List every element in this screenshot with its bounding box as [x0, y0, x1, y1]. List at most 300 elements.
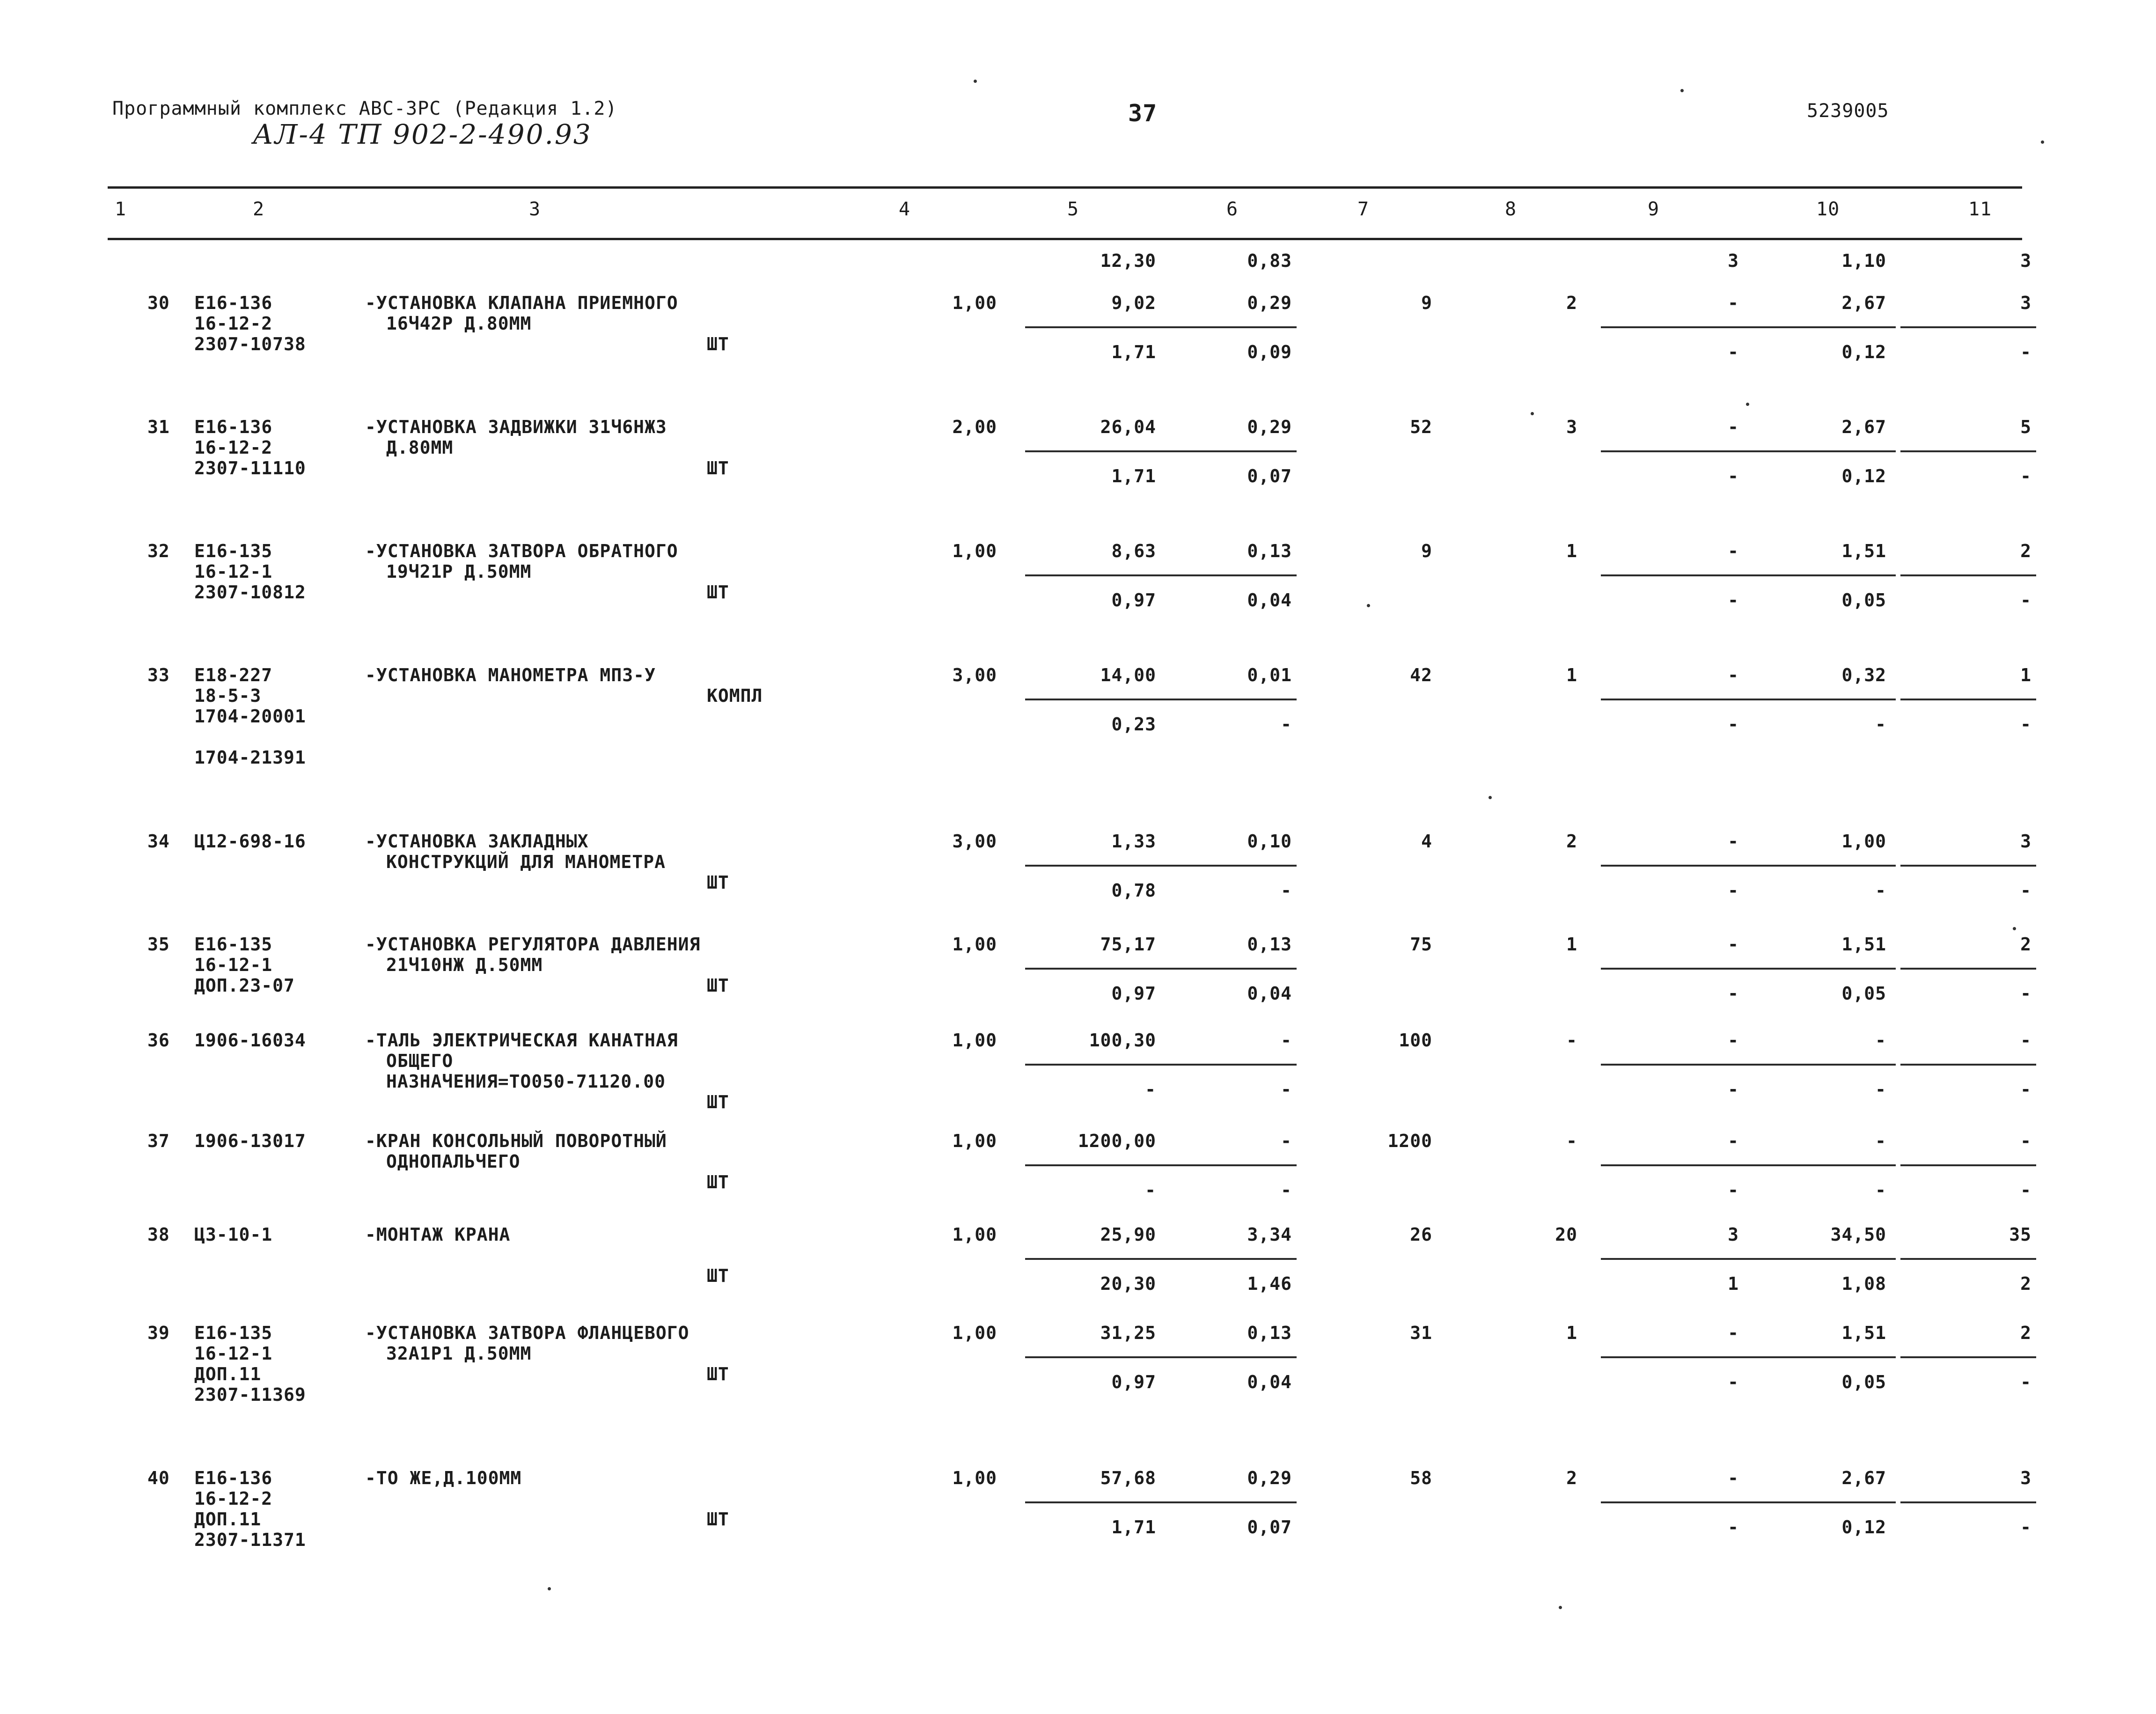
- row-number: 37: [147, 1131, 170, 1151]
- row-number: 40: [147, 1468, 170, 1488]
- row-c11-bottom: -: [2020, 1517, 2031, 1537]
- row-code: Е16-135: [194, 541, 273, 561]
- row-c9-top: -: [1728, 293, 1739, 313]
- row-code: Е16-135: [194, 934, 273, 955]
- row-unit: ШТ: [707, 1265, 729, 1286]
- row-c5-rule: [1025, 699, 1161, 700]
- column-header-3: 3: [529, 199, 541, 220]
- row-c11-rule: [1900, 1356, 2036, 1358]
- row-code: 16-12-1: [194, 955, 273, 975]
- row-c6-top: 0,29: [1247, 293, 1292, 313]
- row-c6-rule: [1156, 450, 1297, 452]
- row-quantity: 1,00: [952, 293, 997, 313]
- row-code: 1704-21391: [194, 747, 306, 768]
- scan-speck: [1559, 1606, 1562, 1609]
- row-c11-top: 2: [2020, 934, 2031, 955]
- row-c5-top: 14,00: [1100, 665, 1156, 685]
- row-unit: ШТ: [707, 1172, 729, 1192]
- row-c6-top: 0,10: [1247, 831, 1292, 852]
- doc-reference: АЛ-4 ТП 902-2-490.93: [253, 118, 592, 150]
- row-c9-bottom: 1: [1728, 1273, 1739, 1294]
- row-c11-rule: [1900, 1164, 2036, 1166]
- row-number: 31: [147, 417, 170, 437]
- row-code: Е16-136: [194, 293, 273, 313]
- carryover-c5: 12,30: [1100, 250, 1156, 271]
- row-c11-rule: [1900, 699, 2036, 700]
- row-c5-rule: [1025, 1064, 1161, 1066]
- row-c5-rule: [1025, 450, 1161, 452]
- row-c10-bottom: -: [1875, 880, 1886, 901]
- row-c6-bottom: -: [1281, 880, 1292, 901]
- carryover-c11: 3: [2020, 250, 2031, 271]
- row-code: Ц12-698-16: [194, 831, 306, 852]
- row-c6-top: 0,13: [1247, 1323, 1292, 1343]
- row-c5-top: 1,33: [1111, 831, 1156, 852]
- row-c9-rule: [1601, 450, 1746, 452]
- row-c10-rule: [1746, 968, 1896, 970]
- row-quantity: 3,00: [952, 665, 997, 685]
- row-c11-bottom: -: [2020, 1180, 2031, 1200]
- row-c11-bottom: -: [2020, 880, 2031, 901]
- row-c11-bottom: -: [2020, 342, 2031, 362]
- row-quantity: 1,00: [952, 1030, 997, 1051]
- row-code: ДОП.23-07: [194, 975, 295, 996]
- row-description: -УСТАНОВКА ЗАДВИЖКИ 31Ч6НЖ3: [365, 417, 667, 437]
- row-c8-top: 2: [1566, 293, 1577, 313]
- row-number: 39: [147, 1323, 170, 1343]
- row-c9-top: -: [1728, 665, 1739, 685]
- row-c5-top: 100,30: [1089, 1030, 1156, 1051]
- row-c11-top: 1: [2020, 665, 2031, 685]
- row-c9-bottom: -: [1728, 1180, 1739, 1200]
- row-quantity: 3,00: [952, 831, 997, 852]
- row-description: -УСТАНОВКА КЛАПАНА ПРИЕМНОГО: [365, 293, 678, 313]
- row-c6-top: 0,01: [1247, 665, 1292, 685]
- row-description: Д.80ММ: [386, 437, 454, 458]
- row-c10-top: 0,32: [1841, 665, 1886, 685]
- row-c9-top: -: [1728, 417, 1739, 437]
- row-c9-rule: [1601, 968, 1746, 970]
- row-c11-top: -: [2020, 1131, 2031, 1151]
- row-c10-rule: [1746, 1258, 1896, 1260]
- row-c11-rule: [1900, 450, 2036, 452]
- row-c7-top: 52: [1410, 417, 1432, 437]
- header-rule-bottom: [108, 238, 2022, 240]
- row-c10-bottom: 0,12: [1841, 466, 1886, 486]
- row-c11-top: 35: [2009, 1224, 2031, 1245]
- row-c6-top: 3,34: [1247, 1224, 1292, 1245]
- row-code: 16-12-1: [194, 561, 273, 582]
- row-c6-top: 0,13: [1247, 541, 1292, 561]
- row-description: -ТО ЖЕ,Д.100ММ: [365, 1468, 522, 1488]
- carryover-c6: 0,83: [1247, 250, 1292, 271]
- row-c5-rule: [1025, 968, 1161, 970]
- row-c6-rule: [1156, 1258, 1297, 1260]
- row-description: -УСТАНОВКА МАНОМЕТРА МПЗ-У: [365, 665, 656, 685]
- row-c10-bottom: 0,05: [1841, 983, 1886, 1004]
- row-description: -УСТАНОВКА ЗАТВОРА ОБРАТНОГО: [365, 541, 678, 561]
- row-code: 2307-10738: [194, 334, 306, 354]
- doc-code: 5239005: [1807, 100, 1889, 122]
- row-number: 32: [147, 541, 170, 561]
- row-number: 34: [147, 831, 170, 852]
- scan-speck: [1531, 412, 1534, 415]
- row-c9-top: -: [1728, 934, 1739, 955]
- scan-speck: [974, 80, 977, 83]
- row-c10-rule: [1746, 450, 1896, 452]
- row-c9-bottom: -: [1728, 983, 1739, 1004]
- row-c8-top: -: [1566, 1030, 1577, 1051]
- row-c9-rule: [1601, 1501, 1746, 1503]
- row-c10-bottom: 0,05: [1841, 1372, 1886, 1392]
- row-c8-top: -: [1566, 1131, 1577, 1151]
- row-c11-top: 5: [2020, 417, 2031, 437]
- row-unit: ШТ: [707, 872, 729, 893]
- page-number: 37: [1128, 100, 1158, 127]
- row-c9-rule: [1601, 1164, 1746, 1166]
- row-c11-top: 3: [2020, 1468, 2031, 1488]
- row-c10-top: -: [1875, 1131, 1886, 1151]
- row-c9-top: -: [1728, 541, 1739, 561]
- row-unit: ШТ: [707, 458, 729, 478]
- row-c11-top: -: [2020, 1030, 2031, 1051]
- row-c5-top: 1200,00: [1078, 1131, 1156, 1151]
- row-c9-bottom: -: [1728, 880, 1739, 901]
- row-quantity: 1,00: [952, 1131, 997, 1151]
- row-c10-bottom: -: [1875, 1180, 1886, 1200]
- row-c11-top: 2: [2020, 541, 2031, 561]
- row-code: Е18-227: [194, 665, 273, 685]
- row-c10-top: 34,50: [1830, 1224, 1886, 1245]
- row-c11-rule: [1900, 574, 2036, 576]
- row-quantity: 2,00: [952, 417, 997, 437]
- row-c9-bottom: -: [1728, 714, 1739, 735]
- column-header-8: 8: [1505, 199, 1517, 220]
- scan-speck: [1367, 604, 1370, 607]
- row-c7-top: 75: [1410, 934, 1432, 955]
- row-code: ДОП.11: [194, 1364, 262, 1384]
- row-c5-rule: [1025, 865, 1161, 867]
- row-c8-top: 20: [1555, 1224, 1577, 1245]
- row-c10-rule: [1746, 699, 1896, 700]
- row-code: Е16-136: [194, 1468, 273, 1488]
- row-code: Ц3-10-1: [194, 1224, 273, 1245]
- row-c10-bottom: 1,08: [1841, 1273, 1886, 1294]
- row-c11-top: 2: [2020, 1323, 2031, 1343]
- row-code: 2307-10812: [194, 582, 306, 603]
- row-c6-top: -: [1281, 1131, 1292, 1151]
- row-unit: КОМПЛ: [707, 685, 763, 706]
- row-c10-rule: [1746, 865, 1896, 867]
- row-c5-rule: [1025, 1258, 1161, 1260]
- row-c10-rule: [1746, 1064, 1896, 1066]
- row-c10-bottom: 0,12: [1841, 1517, 1886, 1537]
- row-c11-bottom: -: [2020, 1079, 2031, 1100]
- row-c5-bottom: 1,71: [1111, 1517, 1156, 1537]
- row-c5-top: 8,63: [1111, 541, 1156, 561]
- row-c6-rule: [1156, 326, 1297, 328]
- row-c11-rule: [1900, 865, 2036, 867]
- scan-speck: [1680, 89, 1684, 92]
- row-c7-top: 9: [1421, 541, 1432, 561]
- column-header-1: 1: [115, 199, 127, 220]
- row-c5-bottom: 1,71: [1111, 466, 1156, 486]
- row-c10-top: 1,51: [1841, 1323, 1886, 1343]
- row-c10-rule: [1746, 574, 1896, 576]
- row-number: 38: [147, 1224, 170, 1245]
- column-header-6: 6: [1226, 199, 1239, 220]
- row-unit: ШТ: [707, 334, 729, 354]
- row-c9-top: 3: [1728, 1224, 1739, 1245]
- row-c5-bottom: 0,97: [1111, 590, 1156, 611]
- row-c7-top: 26: [1410, 1224, 1432, 1245]
- row-c10-top: -: [1875, 1030, 1886, 1051]
- row-code: 18-5-3: [194, 685, 262, 706]
- row-description: 21Ч10НЖ Д.50ММ: [386, 955, 543, 975]
- row-c6-rule: [1156, 699, 1297, 700]
- row-c5-top: 9,02: [1111, 293, 1156, 313]
- row-c10-rule: [1746, 1164, 1896, 1166]
- row-c8-top: 2: [1566, 831, 1577, 852]
- row-c6-bottom: 0,09: [1247, 342, 1292, 362]
- row-c6-top: 0,13: [1247, 934, 1292, 955]
- row-description: КОНСТРУКЦИЙ ДЛЯ МАНОМЕТРА: [386, 852, 666, 872]
- row-c8-top: 1: [1566, 541, 1577, 561]
- row-unit: ШТ: [707, 1364, 729, 1384]
- row-c7-top: 9: [1421, 293, 1432, 313]
- row-c6-top: 0,29: [1247, 417, 1292, 437]
- row-code: 1906-16034: [194, 1030, 306, 1051]
- carryover-c10: 1,10: [1841, 250, 1886, 271]
- row-c6-bottom: 1,46: [1247, 1273, 1292, 1294]
- row-c6-rule: [1156, 968, 1297, 970]
- row-c10-top: 1,51: [1841, 541, 1886, 561]
- row-number: 33: [147, 665, 170, 685]
- row-c6-bottom: -: [1281, 1180, 1292, 1200]
- row-c5-bottom: -: [1145, 1079, 1156, 1100]
- row-c5-top: 31,25: [1100, 1323, 1156, 1343]
- row-code: Е16-135: [194, 1323, 273, 1343]
- row-c9-top: -: [1728, 1468, 1739, 1488]
- row-c10-top: 1,00: [1841, 831, 1886, 852]
- row-c5-rule: [1025, 1356, 1161, 1358]
- column-header-7: 7: [1357, 199, 1370, 220]
- row-c5-bottom: 20,30: [1100, 1273, 1156, 1294]
- row-c11-bottom: -: [2020, 590, 2031, 611]
- row-description: -УСТАНОВКА ЗАКЛАДНЫХ: [365, 831, 589, 852]
- row-c9-rule: [1601, 1064, 1746, 1066]
- scan-speck: [1746, 403, 1749, 406]
- row-c9-top: -: [1728, 1030, 1739, 1051]
- row-c6-bottom: -: [1281, 1079, 1292, 1100]
- row-c10-rule: [1746, 1356, 1896, 1358]
- row-code: 16-12-2: [194, 1488, 273, 1509]
- row-c10-bottom: -: [1875, 714, 1886, 735]
- row-c8-top: 1: [1566, 665, 1577, 685]
- row-c11-bottom: -: [2020, 714, 2031, 735]
- row-description: -УСТАНОВКА РЕГУЛЯТОРА ДАВЛЕНИЯ: [365, 934, 701, 955]
- row-quantity: 1,00: [952, 541, 997, 561]
- column-header-10: 10: [1816, 199, 1840, 220]
- column-header-5: 5: [1067, 199, 1079, 220]
- row-code: 16-12-2: [194, 313, 273, 334]
- row-quantity: 1,00: [952, 1468, 997, 1488]
- row-c9-rule: [1601, 574, 1746, 576]
- row-c6-top: -: [1281, 1030, 1292, 1051]
- row-code: ДОП.11: [194, 1509, 262, 1530]
- row-description: -КРАН КОНСОЛЬНЫЙ ПОВОРОТНЫЙ: [365, 1131, 667, 1151]
- row-c6-rule: [1156, 1164, 1297, 1166]
- row-c6-rule: [1156, 1356, 1297, 1358]
- scan-speck: [548, 1587, 551, 1590]
- row-c8-top: 3: [1566, 417, 1577, 437]
- row-c6-rule: [1156, 574, 1297, 576]
- row-c5-top: 25,90: [1100, 1224, 1156, 1245]
- row-unit: ШТ: [707, 1092, 729, 1112]
- row-c6-rule: [1156, 1064, 1297, 1066]
- row-number: 30: [147, 293, 170, 313]
- row-c10-rule: [1746, 326, 1896, 328]
- row-c6-bottom: -: [1281, 714, 1292, 735]
- program-title: Программный комплекс АВС-3РС (Редакция 1.2): [112, 98, 617, 119]
- row-c11-top: 3: [2020, 831, 2031, 852]
- row-c6-bottom: 0,04: [1247, 590, 1292, 611]
- row-c5-rule: [1025, 1501, 1161, 1503]
- row-c9-bottom: -: [1728, 590, 1739, 611]
- row-c11-bottom: -: [2020, 983, 2031, 1004]
- row-c9-bottom: -: [1728, 1372, 1739, 1392]
- row-description: ОДНОПАЛЬЧЕГО: [386, 1151, 521, 1172]
- row-description: -УСТАНОВКА ЗАТВОРА ФЛАНЦЕВОГО: [365, 1323, 689, 1343]
- row-c6-rule: [1156, 1501, 1297, 1503]
- row-c9-top: -: [1728, 1323, 1739, 1343]
- row-description: НАЗНАЧЕНИЯ=ТО050-71120.00: [386, 1071, 666, 1092]
- row-code: 16-12-1: [194, 1343, 273, 1364]
- row-c5-bottom: 0,23: [1111, 714, 1156, 735]
- row-c8-top: 1: [1566, 1323, 1577, 1343]
- row-c11-rule: [1900, 1064, 2036, 1066]
- row-description: 16Ч42Р Д.80ММ: [386, 313, 532, 334]
- row-c9-rule: [1601, 865, 1746, 867]
- row-c10-bottom: 0,12: [1841, 342, 1886, 362]
- row-c10-top: 2,67: [1841, 1468, 1886, 1488]
- row-c6-bottom: 0,07: [1247, 466, 1292, 486]
- row-c9-bottom: -: [1728, 466, 1739, 486]
- row-c11-bottom: -: [2020, 466, 2031, 486]
- carryover-c9: 3: [1728, 250, 1739, 271]
- row-code: Е16-136: [194, 417, 273, 437]
- row-number: 35: [147, 934, 170, 955]
- row-c5-bottom: 0,97: [1111, 1372, 1156, 1392]
- row-description: -МОНТАЖ КРАНА: [365, 1224, 511, 1245]
- row-c7-top: 31: [1410, 1323, 1432, 1343]
- row-c5-bottom: 1,71: [1111, 342, 1156, 362]
- row-code: 16-12-2: [194, 437, 273, 458]
- row-c10-top: 2,67: [1841, 293, 1886, 313]
- row-c5-rule: [1025, 326, 1161, 328]
- row-code: 1704-20001: [194, 706, 306, 727]
- row-description: -ТАЛЬ ЭЛЕКТРИЧЕСКАЯ КАНАТНАЯ: [365, 1030, 678, 1051]
- row-c9-rule: [1601, 1258, 1746, 1260]
- row-c6-bottom: 0,04: [1247, 983, 1292, 1004]
- row-c10-rule: [1746, 1501, 1896, 1503]
- row-c6-bottom: 0,07: [1247, 1517, 1292, 1537]
- row-c5-bottom: 0,97: [1111, 983, 1156, 1004]
- row-c11-rule: [1900, 1501, 2036, 1503]
- row-quantity: 1,00: [952, 1323, 997, 1343]
- row-c5-rule: [1025, 574, 1161, 576]
- row-c9-top: -: [1728, 1131, 1739, 1151]
- row-unit: ШТ: [707, 975, 729, 996]
- column-header-4: 4: [899, 199, 911, 220]
- row-c11-bottom: 2: [2020, 1273, 2031, 1294]
- row-code: 1906-13017: [194, 1131, 306, 1151]
- header-rule-top: [108, 186, 2022, 189]
- row-description: 32А1Р1 Д.50ММ: [386, 1343, 532, 1364]
- row-c7-top: 42: [1410, 665, 1432, 685]
- row-c11-rule: [1900, 968, 2036, 970]
- row-c8-top: 1: [1566, 934, 1577, 955]
- row-code: 2307-11371: [194, 1530, 306, 1550]
- row-c9-bottom: -: [1728, 342, 1739, 362]
- row-c11-top: 3: [2020, 293, 2031, 313]
- row-c9-rule: [1601, 326, 1746, 328]
- row-c9-rule: [1601, 699, 1746, 700]
- row-unit: ШТ: [707, 582, 729, 603]
- row-c10-top: 2,67: [1841, 417, 1886, 437]
- row-c11-bottom: -: [2020, 1372, 2031, 1392]
- row-c7-top: 1200: [1387, 1131, 1432, 1151]
- row-code: 2307-11110: [194, 458, 306, 478]
- row-c5-bottom: 0,78: [1111, 880, 1156, 901]
- row-c9-bottom: -: [1728, 1079, 1739, 1100]
- row-c5-rule: [1025, 1164, 1161, 1166]
- column-header-2: 2: [253, 199, 265, 220]
- row-c10-top: 1,51: [1841, 934, 1886, 955]
- row-c6-top: 0,29: [1247, 1468, 1292, 1488]
- row-code: 2307-11369: [194, 1384, 306, 1405]
- row-c10-bottom: 0,05: [1841, 590, 1886, 611]
- row-c9-rule: [1601, 1356, 1746, 1358]
- row-number: 36: [147, 1030, 170, 1051]
- column-header-11: 11: [1968, 199, 1992, 220]
- row-c5-top: 57,68: [1100, 1468, 1156, 1488]
- scan-speck: [2041, 140, 2044, 144]
- row-unit: ШТ: [707, 1509, 729, 1530]
- row-description: 19Ч21Р Д.50ММ: [386, 561, 532, 582]
- row-c5-top: 26,04: [1100, 417, 1156, 437]
- row-c9-top: -: [1728, 831, 1739, 852]
- column-header-9: 9: [1648, 199, 1660, 220]
- row-c9-bottom: -: [1728, 1517, 1739, 1537]
- row-c7-top: 58: [1410, 1468, 1432, 1488]
- row-c8-top: 2: [1566, 1468, 1577, 1488]
- row-quantity: 1,00: [952, 1224, 997, 1245]
- row-description: ОБЩЕГО: [386, 1051, 454, 1071]
- row-c11-rule: [1900, 326, 2036, 328]
- row-c5-bottom: -: [1145, 1180, 1156, 1200]
- row-c11-rule: [1900, 1258, 2036, 1260]
- row-quantity: 1,00: [952, 934, 997, 955]
- row-c6-rule: [1156, 865, 1297, 867]
- row-c6-bottom: 0,04: [1247, 1372, 1292, 1392]
- row-c5-top: 75,17: [1100, 934, 1156, 955]
- scan-speck: [2013, 927, 2016, 930]
- row-c7-top: 100: [1399, 1030, 1432, 1051]
- row-c7-top: 4: [1421, 831, 1432, 852]
- row-c10-bottom: -: [1875, 1079, 1886, 1100]
- scan-speck: [1489, 796, 1492, 799]
